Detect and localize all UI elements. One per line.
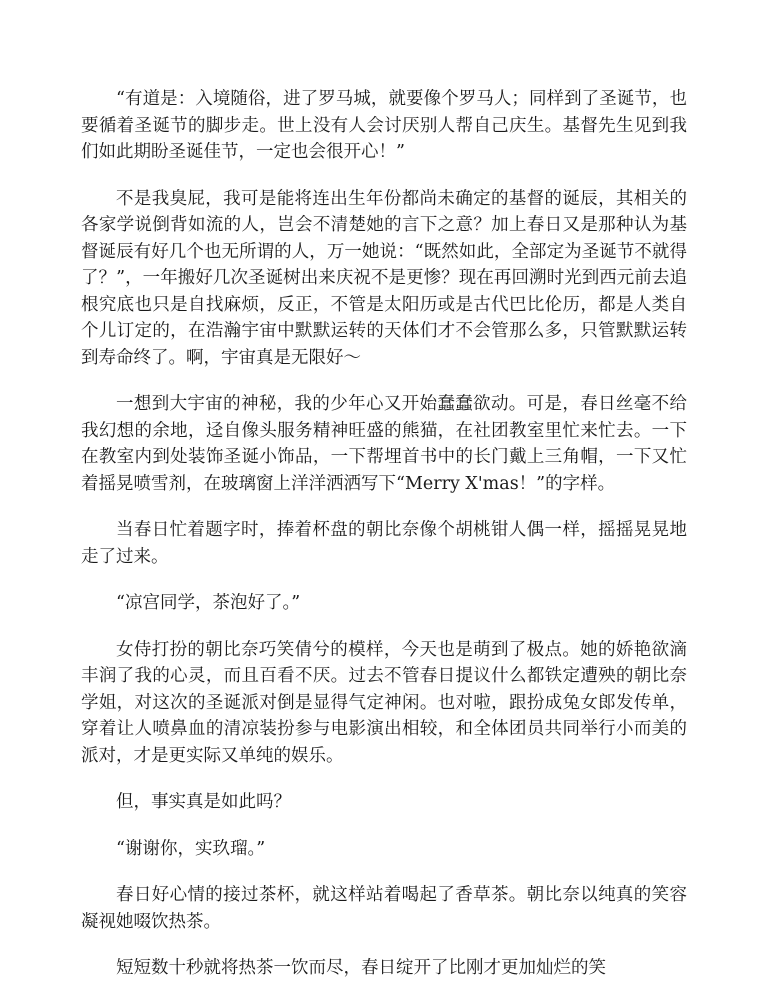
paragraph: 短短数十秒就将热茶一饮而尽，春日绽开了比刚才更加灿烂的笑 bbox=[116, 958, 606, 978]
paragraph: 当春日忙着题字时，捧着杯盘的朝比奈像个胡桃钳人偶一样，摇摇晃晃地走了过来。 bbox=[81, 520, 687, 567]
paragraph: 春日好心情的接过茶杯，就这样站着喝起了香草茶。朝比奈以纯真的笑容凝视她啜饮热茶。 bbox=[81, 885, 687, 932]
paragraph: 不是我臭屁，我可是能将连出生年份都尚未确定的基督的诞辰，其相关的各家学说倒背如流的人，岂会不清楚她的言下之意？加上春日又是那种认为基督诞辰有好几个也无所谓的人，万一她说：“既然如此，全部定为圣诞节不就得了？”，一年搬好几次圣诞树出来庆祝不是更惨？现在再回溯时光到西元前去追根究底也只是自找麻烦，反正，不管是太阳历或是古代巴比伦历，都是人类自个儿订定的，在浩瀚宇宙中默默运转的天体们才不会管那么多，只管默默运转到寿命终了。啊，宇宙真是无限好～ bbox=[81, 188, 687, 368]
paragraph: “有道是：入境随俗，进了罗马城，就要像个罗马人；同样到了圣诞节，也要循着圣诞节的脚步走。世上没有人会讨厌别人帮自己庆生。基督先生见到我们如此期盼圣诞佳节，一定也会很开心！” bbox=[81, 89, 687, 162]
paragraph: 女侍打扮的朝比奈巧笑倩兮的模样，今天也是萌到了极点。她的娇艳欲滴丰润了我的心灵，而且百看不厌。过去不管春日提议什么都铁定遭殃的朝比奈学姐，对这次的圣诞派对倒是显得气定神闲。也对啦，跟扮成兔女郎发传单，穿着让人喷鼻血的清凉装扮参与电影演出相较，和全体团员共同举行小而美的派对，才是更实际又单纯的娱乐。 bbox=[81, 639, 687, 766]
paragraph: “凉宫同学，茶泡好了。” bbox=[116, 593, 301, 613]
body-text bbox=[81, 86, 687, 1002]
paragraph: 一想到大宇宙的神秘，我的少年心又开始蠢蠢欲动。可是，春日丝毫不给我幻想的余地，迳自像头服务精神旺盛的熊猫，在社团教室里忙来忙去。一下在教室内到处装饰圣诞小饰品，一下帮埋首书中的长门戴上三角帽，一下又忙着摇晃喷雪剂，在玻璃窗上洋洋洒洒写下“Merry X'mas！”的字样。 bbox=[81, 394, 687, 494]
paragraph: 但，事实真是如此吗？ bbox=[116, 792, 291, 812]
paragraph: “谢谢你，实玖瑠。” bbox=[116, 838, 266, 859]
